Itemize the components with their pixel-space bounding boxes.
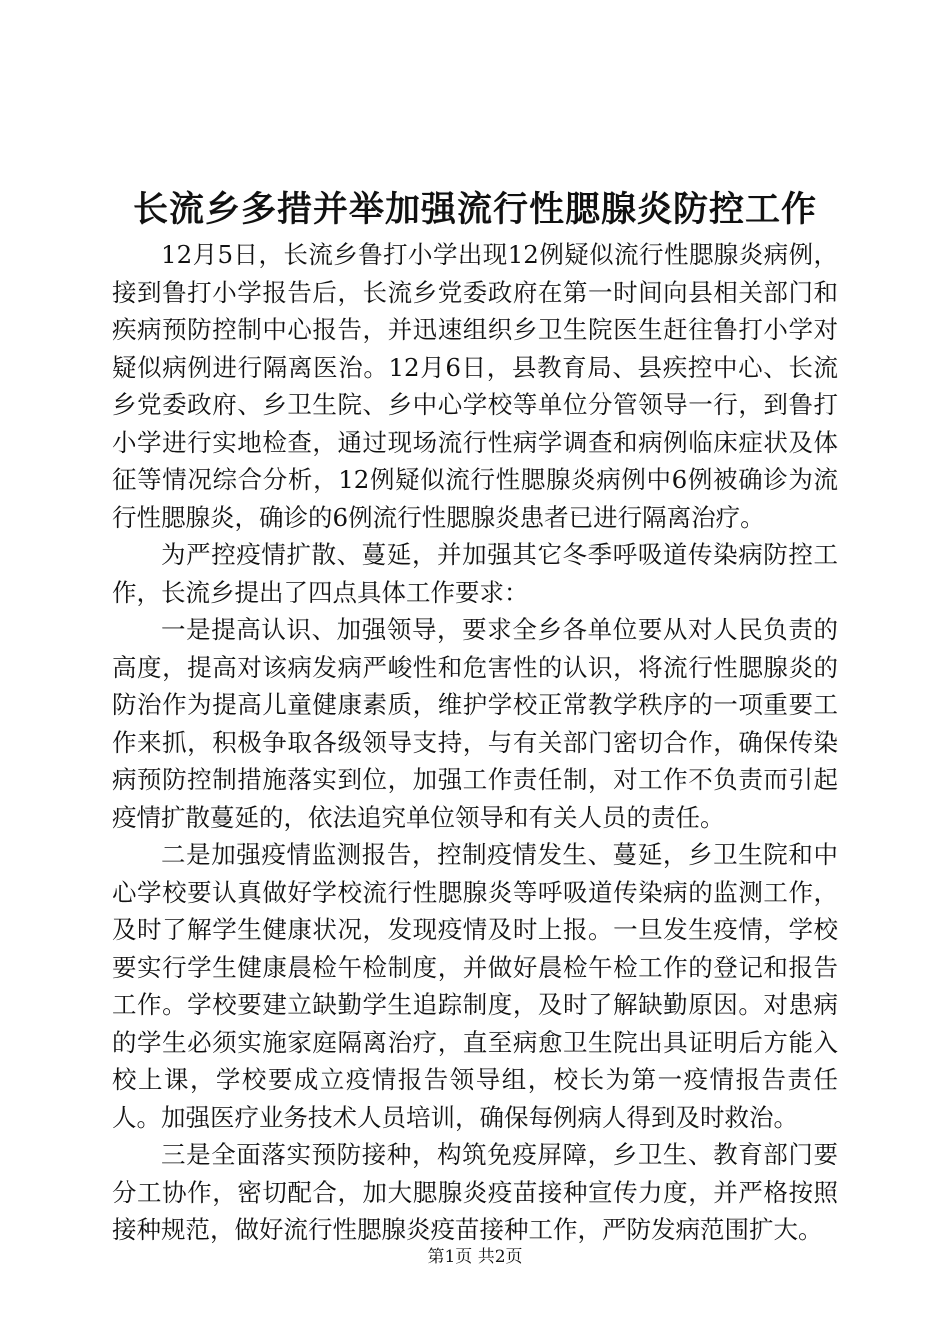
paragraph-outbreak-report: 12月5日，长流乡鲁打小学出现12例疑似流行性腮腺炎病例，接到鲁打小学报告后，长流乡党委政府在第一时间向县相关部门和疾病预防控制中心报告，并迅速组织乡卫生院医生赶往鲁打小学对疑似病例进行隔离医治。12月6日，县教育局、县疾控中心、长流乡党委政府、乡卫生院、乡中心学校等单位分管领导一行，到鲁打小学进行实地检查，通过现场流行性病学调查和病例临床症状及体征等情况综合分析，12例疑似流行性腮腺炎病例中6例被确诊为流行性腮腺炎，确诊的6例流行性腮腺炎患者已进行隔离治疗。 xyxy=(112,240,838,532)
paragraph-requirement-three: 三是全面落实预防接种，构筑免疫屏障，乡卫生、教育部门要分工协作，密切配合，加大腮腺炎疫苗接种宣传力度，并严格按照接种规范，做好流行性腮腺炎疫苗接种工作，严防发病范围扩大。 xyxy=(112,1140,838,1244)
document-body xyxy=(112,236,838,1249)
page-footer: 第1页 共2页 xyxy=(427,1247,523,1267)
paragraph-requirement-one: 一是提高认识、加强领导，要求全乡各单位要从对人民负责的高度，提高对该病发病严峻性和危害性的认识，将流行性腮腺炎的防治作为提高儿童健康素质，维护学校正常教学秩序的一项重要工作来抓，积极争取各级领导支持，与有关部门密切合作，确保传染病预防控制措施落实到位，加强工作责任制，对工作不负责而引起疫情扩散蔓延的，依法追究单位领导和有关人员的责任。 xyxy=(112,615,838,832)
paragraph-requirement-two: 二是加强疫情监测报告，控制疫情发生、蔓延，乡卫生院和中心学校要认真做好学校流行性腮腺炎等呼吸道传染病的监测工作，及时了解学生健康状况，发现疫情及时上报。一旦发生疫情，学校要实行学生健康晨检午检制度，并做好晨检午检工作的登记和报告工作。学校要建立缺勤学生追踪制度，及时了解缺勤原因。对患病的学生必须实施家庭隔离治疗，直至病愈卫生院出具证明后方能入校上课，学校要成立疫情报告领导组，校长为第一疫情报告责任人。加强医疗业务技术人员培训，确保每例病人得到及时救治。 xyxy=(112,840,838,1132)
document-title: 长流乡多措并举加强流行性腮腺炎防控工作 xyxy=(132,189,817,230)
paragraph-requirements-intro: 为严控疫情扩散、蔓延，并加强其它冬季呼吸道传染病防控工作，长流乡提出了四点具体工作要求： xyxy=(112,540,838,607)
